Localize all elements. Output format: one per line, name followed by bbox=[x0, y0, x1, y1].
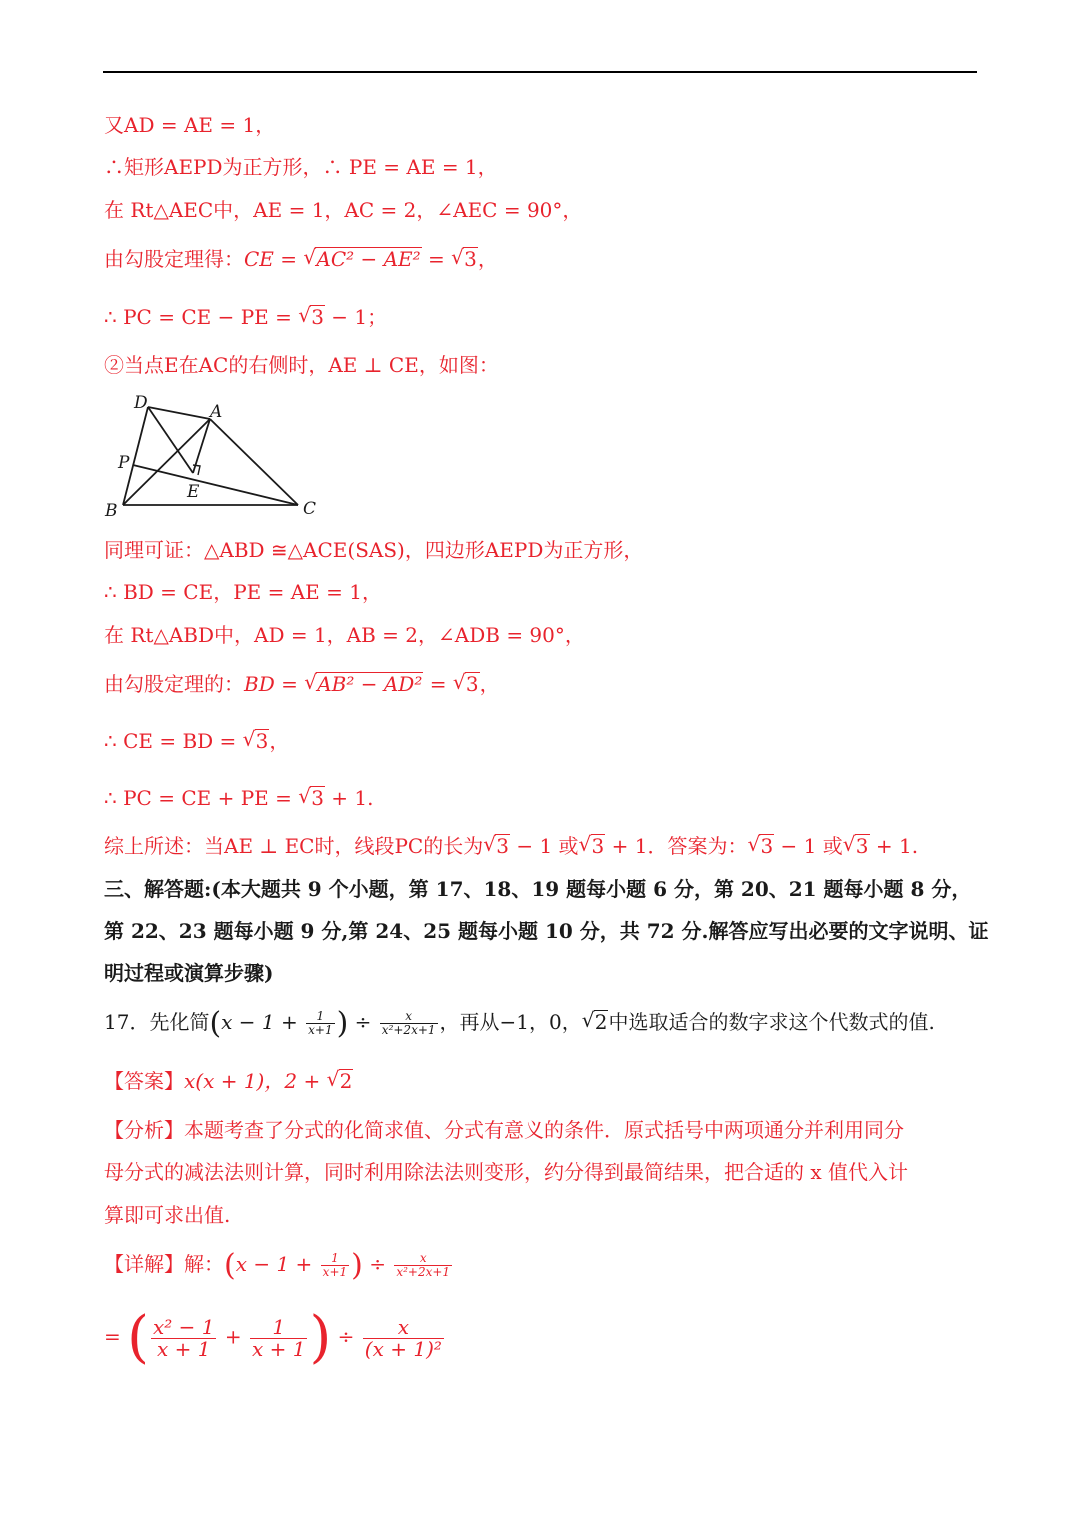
line-pythag-bd: 由勾股定理的：BD = √ AB² − AD² = √ 3， bbox=[104, 670, 500, 698]
geometry-figure bbox=[100, 388, 330, 523]
detail-line-1: 【详解】解：(x − 1 + $\frac{1}{x+1}$ ) ÷ $\frac{x}{\text{x²+2x+1}}$ bbox=[104, 1247, 451, 1283]
line-bd-ce: ∴ BD = CE，PE = AE = 1， bbox=[104, 580, 382, 604]
answer-line: 【答案】x(x + 1)，2 + √ 2 bbox=[104, 1067, 353, 1095]
line-rt-aec: 在 Rt△AEC中，AE = 1，AC = 2，∠AEC = 90°， bbox=[104, 198, 583, 222]
line-summary: 综上所述：当AE ⊥ EC时，线段PC的长为√ 3 − 1 或√ 3 + 1．答案为：√ 3 − 1 或√ 3 + 1. bbox=[104, 832, 918, 860]
line-pc-minus: ∴ PC = CE − PE = √ 3 − 1； bbox=[104, 303, 387, 331]
line-square-pe: ∴矩形AEPD为正方形，∴ PE = AE = 1， bbox=[104, 155, 498, 179]
label-a: A bbox=[210, 402, 223, 422]
analysis-line-2: 母分式的减法法则计算，同时利用除法法则变形，约分得到最简结果，把合适的 x 值代入计 bbox=[104, 1160, 908, 1184]
line-ad-ae: 又AD = AE = 1， bbox=[104, 113, 276, 137]
line-ce-bd: ∴ CE = BD = √ 3， bbox=[104, 727, 289, 755]
analysis-line-1: 【分析】本题考查了分式的化简求值、分式有意义的条件．原式括号中两项通分并利用同分 bbox=[104, 1118, 904, 1142]
line-rt-abd: 在 Rt△ABD中，AD = 1，AB = 2，∠ADB = 90°， bbox=[104, 623, 585, 647]
section-heading-3: 明过程或演算步骤) bbox=[104, 961, 274, 985]
question-17: 17．先化简(x − 1 + $\frac{1}{x+1}$ ) ÷ $\frac{x}{\text{x²+2x+1}}$ ，再从−1，0，√ 2中选取适合的数字求这个代数式的值. bbox=[104, 1008, 935, 1038]
analysis-line-3: 算即可求出值. bbox=[104, 1203, 231, 1227]
sqrt-ac-ae: √ AC² − AE² bbox=[303, 245, 421, 273]
label-c: C bbox=[303, 499, 317, 519]
line-pc-plus: ∴ PC = CE + PE = √ 3 + 1. bbox=[104, 784, 374, 812]
label-p: P bbox=[118, 453, 130, 473]
label-e: E bbox=[187, 482, 200, 502]
line-case2: ②当点E在AC的右侧时，AE ⊥ CE，如图： bbox=[104, 353, 499, 377]
detail-line-2: = ( $\frac{\text{x² − 1}}{x + 1}$ + $\frac{1}{x + 1}$ ) ÷ $\frac{x}{\text{(x + 1)²}}$ bbox=[104, 1305, 442, 1370]
section-heading-2: 第 22、23 题每小题 9 分,第 24、25 题每小题 10 分，共 72 分.解答应写出必要的文字说明、证 bbox=[104, 919, 989, 943]
header-rule bbox=[103, 71, 977, 73]
line-pythag-ce: 由勾股定理得：CE = √ AC² − AE² = √ 3， bbox=[104, 245, 498, 273]
section-heading-1: 三、解答题:(本大题共 9 个小题，第 17、18、19 题每小题 6 分，第 20、21 题每小题 8 分， bbox=[104, 877, 972, 901]
line-congruent: 同理可证：△ABD ≅△ACE(SAS)，四边形AEPD为正方形， bbox=[104, 538, 644, 562]
label-d: D bbox=[134, 393, 148, 413]
label-b: B bbox=[105, 501, 118, 521]
